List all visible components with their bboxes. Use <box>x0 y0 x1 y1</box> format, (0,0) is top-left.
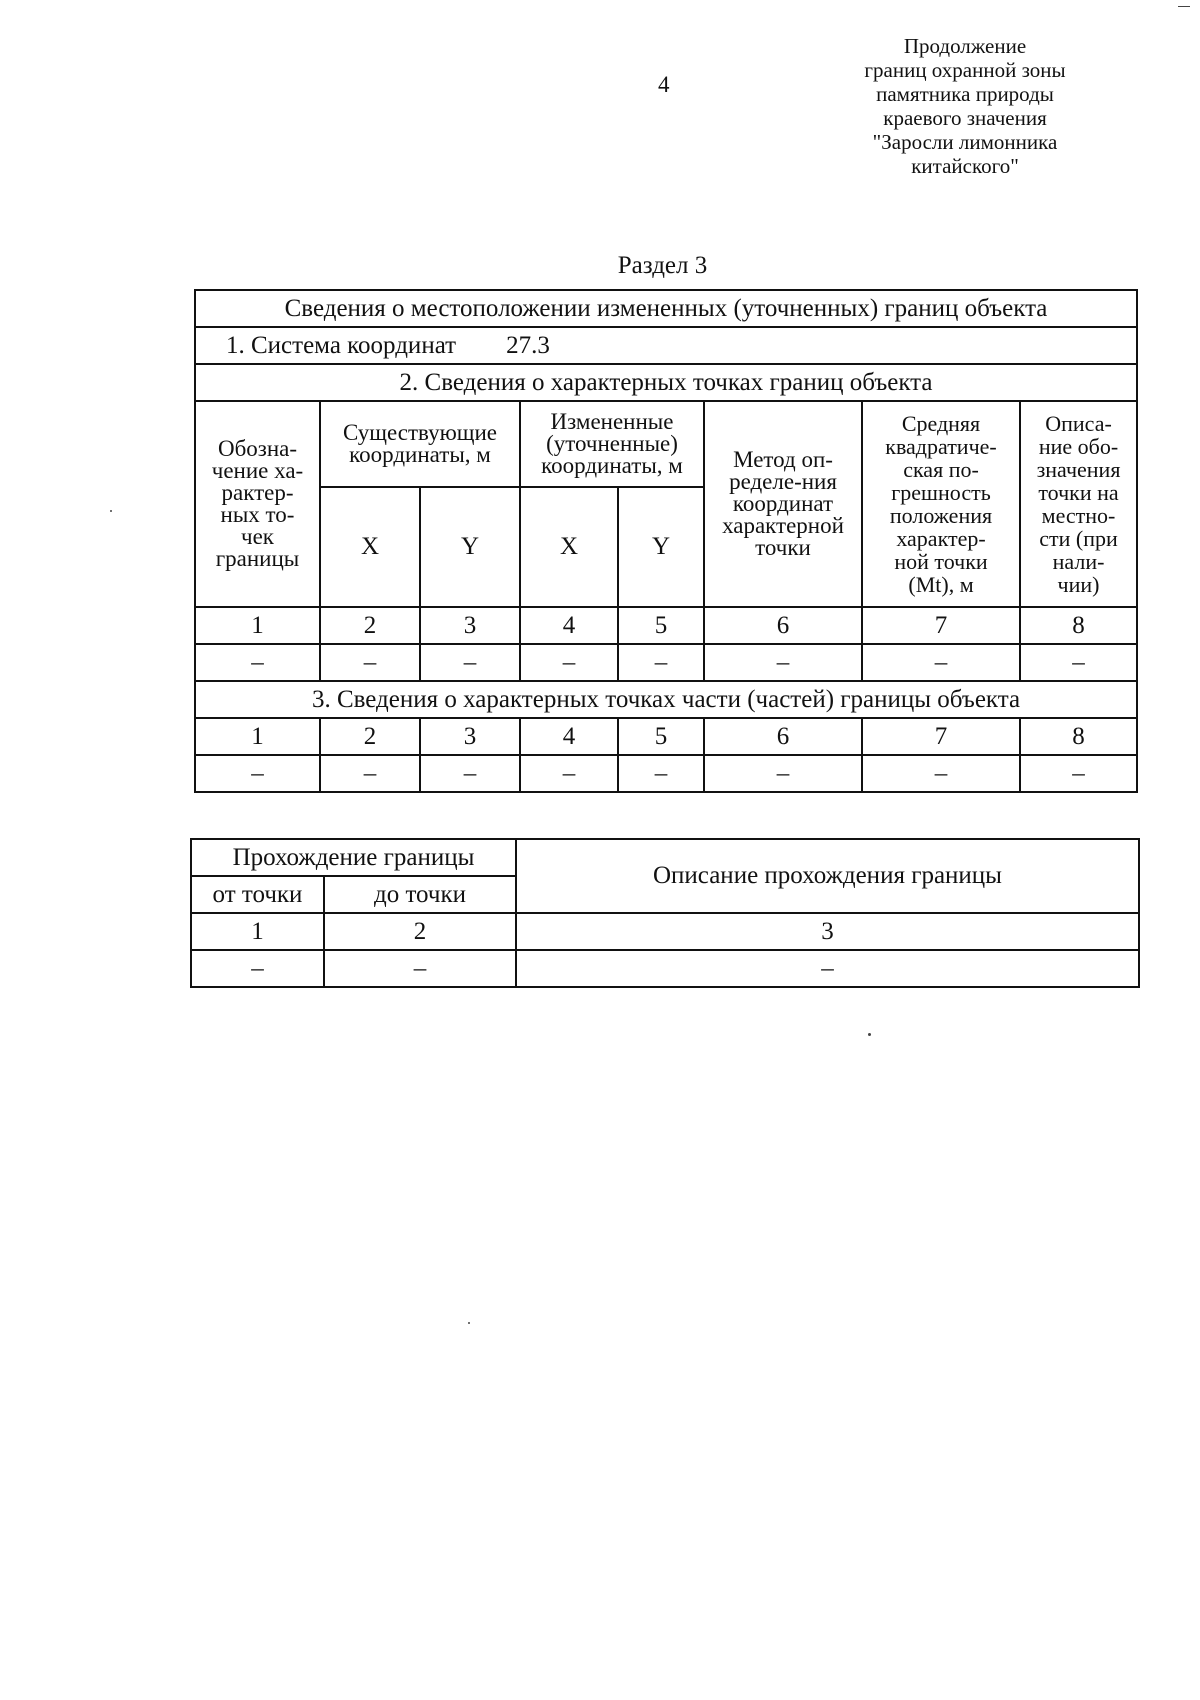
column-number: 1 <box>195 718 320 755</box>
boundary-passage-table <box>190 838 1140 988</box>
header-line: Метод оп- <box>733 447 833 472</box>
column-number: 7 <box>862 718 1020 755</box>
header-line: квадратиче- <box>885 434 997 459</box>
coord-system-value: 27.3 <box>506 331 550 359</box>
scan-speck <box>110 510 112 512</box>
table-cell: – <box>195 644 320 681</box>
column-numbers-row <box>195 718 1137 755</box>
column-number: 2 <box>320 718 420 755</box>
header-existing-x: X <box>320 487 420 607</box>
header-line: чек <box>241 524 274 549</box>
header-line: границы <box>215 546 300 571</box>
column-number: 2 <box>320 607 420 644</box>
table-caption: Сведения о местоположении измененных (уточненных) границ объекта <box>195 290 1137 327</box>
header-line: координат <box>732 491 834 516</box>
section-title: Раздел 3 <box>617 252 708 279</box>
table-cell: – <box>420 644 520 681</box>
header-line: грешность <box>891 480 991 505</box>
header-line: (Mt), м <box>908 572 974 597</box>
passage-header: Прохождение границы <box>191 839 516 876</box>
column-number: 3 <box>516 913 1139 950</box>
page-number: 4 <box>658 72 670 97</box>
header-note-line: китайского" <box>911 154 1019 178</box>
column-number: 1 <box>195 607 320 644</box>
header-line: местно- <box>1041 503 1116 528</box>
header-line: (уточненные) <box>546 431 678 456</box>
table-cell: – <box>516 950 1139 987</box>
header-designation <box>195 401 320 607</box>
header-line: положения <box>889 503 993 528</box>
table-row <box>195 755 1137 792</box>
header-line: чии) <box>1057 572 1100 597</box>
scan-speck <box>468 1322 470 1324</box>
header-line: рактер- <box>221 480 294 505</box>
to-point-header: до точки <box>324 876 516 913</box>
header-line: ние обо- <box>1038 434 1119 459</box>
header-line: точки на <box>1038 480 1119 505</box>
header-line: ская по- <box>903 457 979 482</box>
scan-speck <box>868 1033 871 1036</box>
passage-description-header: Описание прохождения границы <box>516 839 1139 913</box>
header-changed-coords <box>520 401 704 487</box>
header-note-line: памятника природы <box>876 82 1054 106</box>
column-number: 2 <box>324 913 516 950</box>
column-number: 6 <box>704 607 862 644</box>
header-line: Описа- <box>1045 411 1112 436</box>
header-line: координаты, м <box>541 453 683 478</box>
scan-speck <box>1178 6 1190 7</box>
table-cell: – <box>862 644 1020 681</box>
header-line: ной точки <box>894 549 988 574</box>
table-cell: – <box>1020 644 1137 681</box>
header-note <box>840 34 1090 178</box>
table-row <box>195 644 1137 681</box>
from-point-header: от точки <box>191 876 324 913</box>
table-cell: – <box>618 755 704 792</box>
header-method <box>704 401 862 607</box>
table-cell: – <box>195 755 320 792</box>
header-line: Измененные <box>550 409 674 434</box>
table-cell: – <box>704 644 862 681</box>
header-existing-y: Y <box>420 487 520 607</box>
column-numbers-row <box>195 607 1137 644</box>
table-cell: – <box>320 755 420 792</box>
table-cell: – <box>520 755 618 792</box>
table-cell: – <box>420 755 520 792</box>
header-note-line: Продолжение <box>903 34 1027 58</box>
column-number: 3 <box>420 718 520 755</box>
boundary-points-table <box>194 289 1138 793</box>
column-numbers-row <box>191 913 1139 950</box>
header-line: ных то- <box>220 502 295 527</box>
table-cell: – <box>704 755 862 792</box>
header-line: координаты, м <box>349 442 491 467</box>
header-line: значения <box>1036 457 1121 482</box>
header-line: Существующие <box>342 420 497 445</box>
column-number: 8 <box>1020 718 1137 755</box>
header-existing-coords <box>320 401 520 487</box>
coord-system-label: 1. Система координат <box>226 331 457 359</box>
table-cell: – <box>862 755 1020 792</box>
column-number: 5 <box>618 607 704 644</box>
header-mean-error <box>862 401 1020 607</box>
header-line: Средняя <box>901 411 981 436</box>
header-line: чение ха- <box>211 458 304 483</box>
header-line: точки <box>755 535 811 560</box>
header-note-line: краевого значения <box>883 106 1047 130</box>
column-number: 8 <box>1020 607 1137 644</box>
header-line: характер- <box>896 526 986 551</box>
header-note-line: границ охранной зоны <box>864 58 1066 82</box>
table-cell: – <box>320 644 420 681</box>
header-note-line: "Заросли лимонника <box>872 130 1058 154</box>
header-changed-y: Y <box>618 487 704 607</box>
column-number: 5 <box>618 718 704 755</box>
header-line: Обозна- <box>217 436 298 461</box>
table-cell: – <box>324 950 516 987</box>
coord-system-row <box>195 327 1137 364</box>
table-cell: – <box>191 950 324 987</box>
header-line: характерной <box>722 513 844 538</box>
column-number: 1 <box>191 913 324 950</box>
header-changed-x: X <box>520 487 618 607</box>
header-line: нали- <box>1052 549 1105 574</box>
header-line: ределе-ния <box>729 469 837 494</box>
column-number: 7 <box>862 607 1020 644</box>
header-point-description <box>1020 401 1137 607</box>
parts-heading: 3. Сведения о характерных точках части (частей) границы объекта <box>195 681 1137 718</box>
header-line: сти (при <box>1039 526 1118 551</box>
points-heading: 2. Сведения о характерных точках границ объекта <box>195 364 1137 401</box>
column-number: 6 <box>704 718 862 755</box>
table-row <box>191 950 1139 987</box>
table-cell: – <box>520 644 618 681</box>
table-cell: – <box>618 644 704 681</box>
column-number: 4 <box>520 607 618 644</box>
table-cell: – <box>1020 755 1137 792</box>
column-number: 4 <box>520 718 618 755</box>
column-number: 3 <box>420 607 520 644</box>
